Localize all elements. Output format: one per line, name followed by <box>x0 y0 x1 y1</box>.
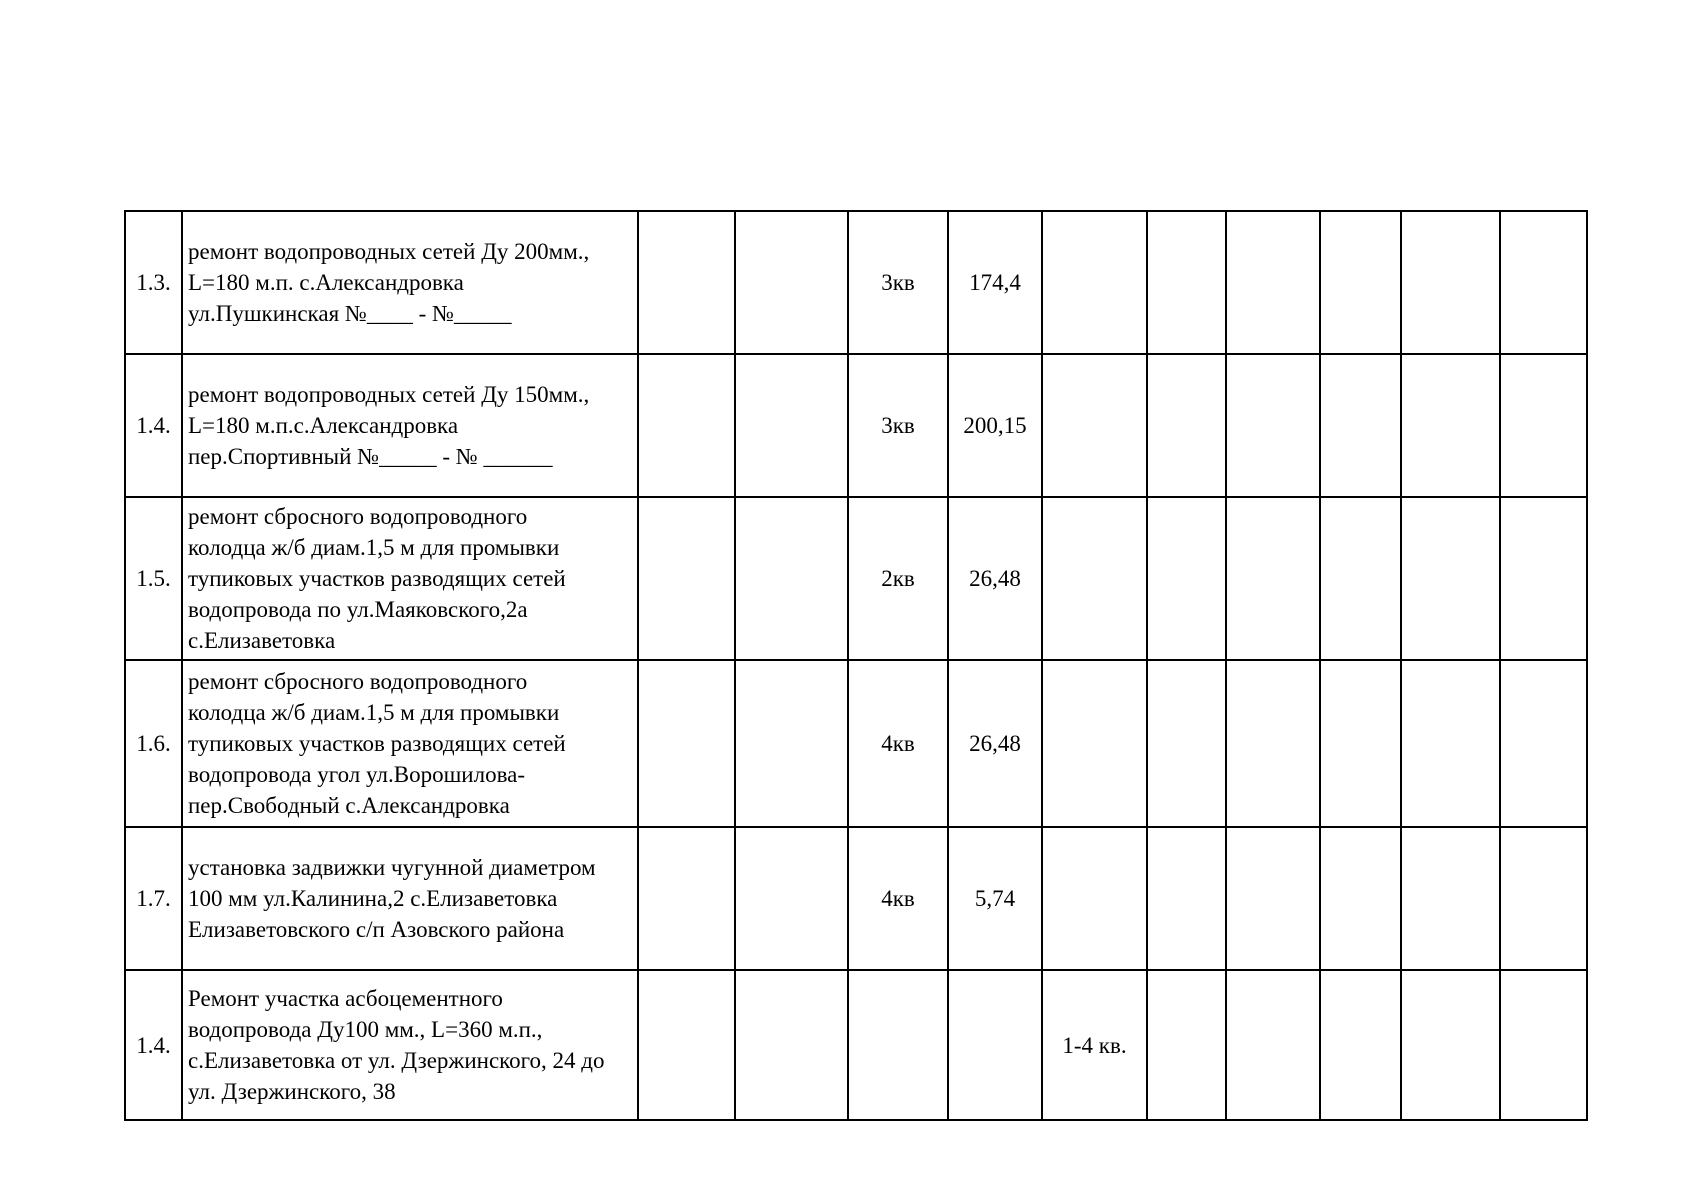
works-table <box>124 210 1588 1121</box>
empty-cell <box>1401 660 1500 827</box>
empty-cell <box>1147 660 1226 827</box>
description-line: Елизаветовского с/п Азовского района <box>188 917 565 942</box>
description-line: тупиковых участков разводящих сетей <box>188 731 566 756</box>
empty-cell <box>735 354 848 497</box>
description-line: колодца ж/б диам.1,5 м для промывки <box>188 700 560 725</box>
row-number: 1.5. <box>125 497 182 660</box>
description-line: колодца ж/б диам.1,5 м для промывки <box>188 535 560 560</box>
description-line: пер.Спортивный №_____ - № ______ <box>188 444 553 469</box>
row-period <box>1042 827 1147 970</box>
empty-cell <box>1320 211 1401 354</box>
row-quarter: 3кв <box>848 354 948 497</box>
empty-cell <box>1320 497 1401 660</box>
empty-cell <box>1500 354 1587 497</box>
empty-cell <box>1320 827 1401 970</box>
row-period <box>1042 660 1147 827</box>
empty-cell <box>1226 211 1320 354</box>
description-line: ул.Пушкинская №____ - №_____ <box>188 301 512 326</box>
empty-cell <box>1401 970 1500 1120</box>
row-quarter: 4кв <box>848 660 948 827</box>
table-body <box>125 211 1587 1120</box>
description-line: ремонт водопроводных сетей Ду 200мм., <box>188 239 590 264</box>
empty-cell <box>1226 827 1320 970</box>
description-line: тупиковых участков разводящих сетей <box>188 566 566 591</box>
row-number: 1.4. <box>125 354 182 497</box>
empty-cell <box>1226 354 1320 497</box>
empty-cell <box>1226 497 1320 660</box>
empty-cell <box>638 211 735 354</box>
empty-cell <box>1147 354 1226 497</box>
empty-cell <box>1226 970 1320 1120</box>
row-amount: 5,74 <box>948 827 1042 970</box>
empty-cell <box>1147 497 1226 660</box>
empty-cell <box>638 354 735 497</box>
table-row <box>125 660 1587 827</box>
row-number: 1.7. <box>125 827 182 970</box>
row-amount: 26,48 <box>948 660 1042 827</box>
empty-cell <box>1401 497 1500 660</box>
row-description <box>182 211 638 354</box>
description-line: с.Елизаветовка от ул. Дзержинского, 24 до <box>188 1048 605 1073</box>
description-line: водопровода по ул.Маяковского,2а <box>188 597 528 622</box>
table-row <box>125 827 1587 970</box>
empty-cell <box>1500 660 1587 827</box>
description-line: водопровода угол ул.Ворошилова- <box>188 762 526 787</box>
empty-cell <box>1500 827 1587 970</box>
row-period: 1-4 кв. <box>1042 970 1147 1120</box>
description-line: водопровода Ду100 мм., L=360 м.п., <box>188 1017 543 1042</box>
description-line: ремонт сбросного водопроводного <box>188 504 528 529</box>
empty-cell <box>1147 211 1226 354</box>
row-amount: 200,15 <box>948 354 1042 497</box>
empty-cell <box>638 497 735 660</box>
row-number: 1.3. <box>125 211 182 354</box>
empty-cell <box>1401 827 1500 970</box>
empty-cell <box>1401 211 1500 354</box>
row-number: 1.6. <box>125 660 182 827</box>
empty-cell <box>1320 660 1401 827</box>
empty-cell <box>735 497 848 660</box>
empty-cell <box>735 827 848 970</box>
row-quarter: 4кв <box>848 827 948 970</box>
description-line: пер.Свободный с.Александровка <box>188 793 510 818</box>
empty-cell <box>1147 970 1226 1120</box>
empty-cell <box>1320 970 1401 1120</box>
description-line: L=180 м.п.с.Александровка <box>188 413 459 438</box>
empty-cell <box>1500 497 1587 660</box>
row-quarter: 3кв <box>848 211 948 354</box>
row-description <box>182 497 638 660</box>
row-description <box>182 354 638 497</box>
empty-cell <box>1320 354 1401 497</box>
table-row <box>125 211 1587 354</box>
row-period <box>1042 354 1147 497</box>
empty-cell <box>1401 354 1500 497</box>
row-amount <box>948 970 1042 1120</box>
row-period <box>1042 211 1147 354</box>
empty-cell <box>638 660 735 827</box>
row-description <box>182 970 638 1120</box>
row-description <box>182 827 638 970</box>
description-line: установка задвижки чугунной диаметром <box>188 855 596 880</box>
description-line: ул. Дзержинского, 38 <box>188 1079 396 1104</box>
empty-cell <box>735 660 848 827</box>
table-row <box>125 354 1587 497</box>
table-row <box>125 497 1587 660</box>
description-line: ремонт водопроводных сетей Ду 150мм., <box>188 382 590 407</box>
table-row <box>125 970 1587 1120</box>
row-quarter <box>848 970 948 1120</box>
empty-cell <box>1500 970 1587 1120</box>
empty-cell <box>1500 211 1587 354</box>
description-line: L=180 м.п. с.Александровка <box>188 270 464 295</box>
description-line: Ремонт участка асбоцементного <box>188 986 503 1011</box>
row-description <box>182 660 638 827</box>
row-amount: 26,48 <box>948 497 1042 660</box>
description-line: 100 мм ул.Калинина,2 с.Елизаветовка <box>188 886 558 911</box>
description-line: с.Елизаветовка <box>188 628 336 653</box>
row-number: 1.4. <box>125 970 182 1120</box>
row-period <box>1042 497 1147 660</box>
description-line: ремонт сбросного водопроводного <box>188 669 528 694</box>
row-quarter: 2кв <box>848 497 948 660</box>
empty-cell <box>735 211 848 354</box>
empty-cell <box>638 827 735 970</box>
empty-cell <box>1226 660 1320 827</box>
row-amount: 174,4 <box>948 211 1042 354</box>
empty-cell <box>638 970 735 1120</box>
empty-cell <box>1147 827 1226 970</box>
empty-cell <box>735 970 848 1120</box>
